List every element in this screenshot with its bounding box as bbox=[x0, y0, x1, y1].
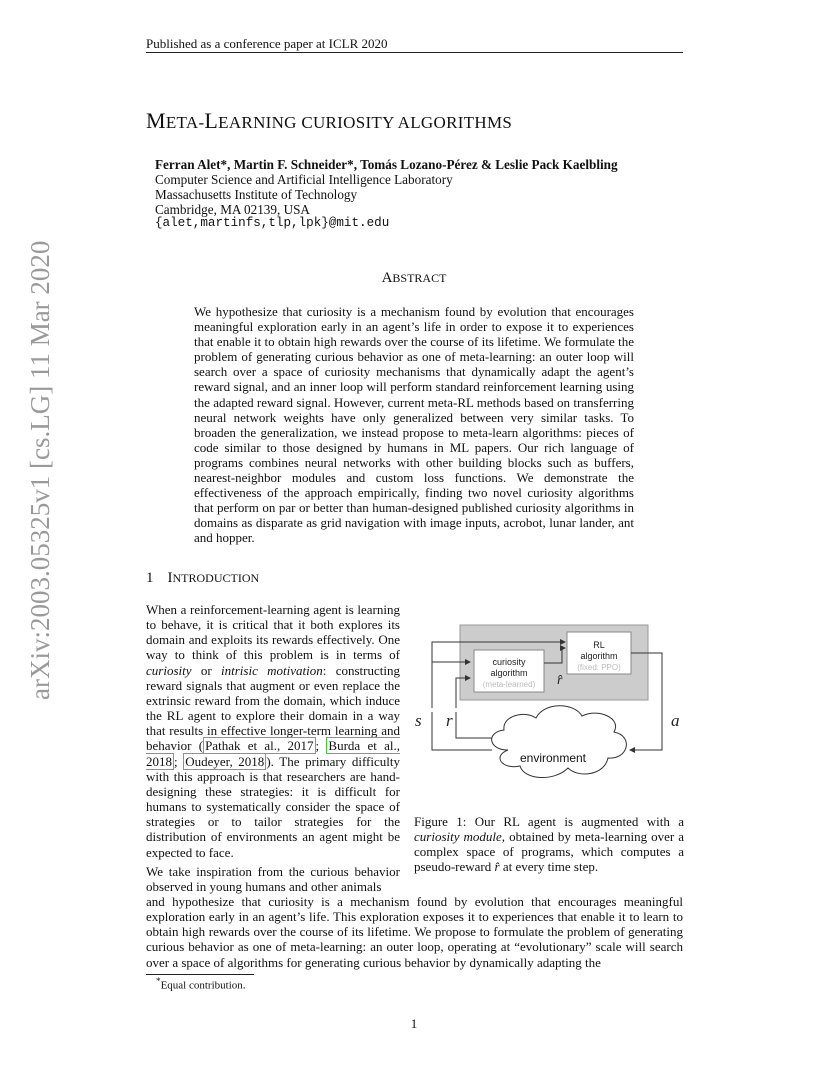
intro-paragraph-1 bbox=[146, 602, 400, 860]
rl-algorithm-sub: algorithm bbox=[580, 651, 618, 661]
abstract-heading-rest: BSTRACT bbox=[392, 271, 447, 285]
caption-emphasis: curiosity module bbox=[414, 829, 502, 845]
intro-paragraph-2-start: We take inspiration from the curious behavior observed in young humans and other animals bbox=[146, 864, 400, 895]
intro-text: or bbox=[191, 662, 221, 678]
curiosity-algorithm-title: curiosity bbox=[492, 657, 526, 667]
footnote-mark: * bbox=[156, 976, 161, 986]
citation-link[interactable]: Pathak et al., 2017 bbox=[205, 738, 314, 754]
intro-text: ; bbox=[315, 738, 327, 754]
section-heading bbox=[146, 570, 259, 587]
caption-text: Figure 1: Our RL agent is augmented with a bbox=[414, 814, 684, 829]
section-number: 1 bbox=[146, 570, 154, 586]
title-part-2: EARNING CURIOSITY ALGORITHMS bbox=[218, 113, 513, 132]
figure-1-diagram bbox=[412, 600, 684, 810]
intro-text: ). The primary difficulty with this approach is that researchers are hand-designing these strategies: it is difficult for humans to systematically consider the space of strategies or to tailor strategies for the distribution of environments an agent might be expected to face. bbox=[146, 753, 400, 860]
intro-text: When a reinforcement-learning agent is learning to behave, it is critical that it both explores its domain and exploits its rewards effectively. One way to think of this problem is in terms of bbox=[146, 602, 400, 663]
environment-cloud bbox=[492, 706, 627, 778]
citation-link[interactable]: Burda et al., 2018 bbox=[146, 738, 400, 769]
intro-paragraph-2: and hypothesize that curiosity is a mechanism found by evolution that encourages meaningful exploration early in an agent’s life. This exploration exposes it to experiences that enable it to learn to obtain high rewards over the course of its lifetime. We propose to formulate the problem of generating curious behavior as one of meta-learning: an outer loop, operating at “evolutionary” scale will search over a space of algorithms for generating curious behavior by dynamically adapting the bbox=[146, 894, 683, 970]
header-rule bbox=[146, 52, 683, 53]
abstract-heading bbox=[0, 270, 828, 287]
action-label: a bbox=[671, 711, 680, 730]
affiliation-line: Cambridge, MA 02139, USA bbox=[155, 202, 310, 217]
env-to-state-line bbox=[432, 712, 492, 750]
title-part-1: ETA- bbox=[165, 113, 205, 132]
environment-label: environment bbox=[519, 751, 587, 765]
footnote-text: Equal contribution. bbox=[160, 979, 246, 992]
env-to-reward-line bbox=[456, 712, 492, 738]
footnote-rule bbox=[146, 974, 254, 975]
section-heading-rest: NTRODUCTION bbox=[172, 571, 260, 585]
caption-text: at every time step. bbox=[499, 859, 599, 875]
reward-label: r bbox=[446, 711, 453, 730]
curiosity-algorithm-note: (meta-learned) bbox=[482, 680, 536, 689]
section-heading-initial: I bbox=[167, 570, 173, 586]
paper-title bbox=[146, 108, 512, 134]
curiosity-algorithm-sub: algorithm bbox=[490, 668, 528, 678]
footnote bbox=[156, 976, 246, 992]
state-label: s bbox=[415, 711, 422, 730]
abstract-text: We hypothesize that curiosity is a mechanism found by evolution that encourages meaningful exploration early in an agent’s life in order to expose it to experiences that enable it to obtain high rewards over the course of its lifetime. We formulate the problem of generating curious behavior as one of meta-learning: an outer loop will search over a space of curiosity mechanisms that dynamically adapt the agent’s reward signal, and an inner loop will perform standard reinforcement learning using the adapted reward signal. However, current meta-RL methods based on transferring neural network weights have only generalized between very similar tasks. To broaden the generalization, we instead propose to meta-learn algorithms: pieces of code similar to those designed by humans in ML papers. Our rich language of programs combines neural networks with other building blocks such as buffers, nearest-neighbor modules and custom loss functions. We demonstrate the effectiveness of the approach empirically, finding two novel curiosity algorithms that perform on par or better than human-designed published curiosity algorithms in domains as disparate as grid navigation with image inputs, acrobot, lunar lander, ant and hopper. bbox=[194, 304, 634, 546]
author-list: Ferran Alet*, Martin F. Schneider*, Tomás Lozano-Pérez & Leslie Pack Kaelbling bbox=[155, 157, 618, 172]
rl-algorithm-note: (fixed: PPO) bbox=[577, 663, 621, 672]
caption-text: , obtained by meta-learning over a complex space of programs, which computes a pseudo-reward bbox=[414, 829, 684, 875]
author-email: {alet,martinfs,tlp,lpk}@mit.edu bbox=[155, 216, 390, 230]
intro-text: ; bbox=[174, 753, 184, 769]
intro-emphasis: curiosity bbox=[146, 662, 192, 678]
title-initial-1: M bbox=[146, 108, 166, 133]
intro-emphasis: intrisic motivation bbox=[221, 662, 323, 678]
page-number: 1 bbox=[410, 1016, 418, 1031]
rl-algorithm-title: RL bbox=[593, 640, 605, 650]
affiliation-line: Computer Science and Artificial Intelligence Laboratory bbox=[155, 172, 453, 187]
title-initial-2: L bbox=[204, 108, 219, 133]
running-header: Published as a conference paper at ICLR 2020 bbox=[146, 36, 388, 51]
affiliation-line: Massachusetts Institute of Technology bbox=[155, 187, 358, 202]
figure-caption bbox=[414, 814, 684, 875]
intro-text: : constructing reward signals that augment or even replace the extrinsic reward from the domain, which induce the RL agent to explore their domain in a way that results in effective longer-term learning and behavior ( bbox=[146, 662, 400, 754]
citation-link[interactable]: Oudeyer, 2018 bbox=[185, 753, 265, 769]
caption-symbol: r̂ bbox=[494, 859, 500, 875]
arxiv-stamp: arXiv:2003.05325v1 [cs.LG] 11 Mar 2020 bbox=[25, 240, 55, 700]
pseudo-reward-label: r̂ bbox=[557, 673, 563, 688]
abstract-heading-initial: A bbox=[381, 270, 393, 286]
